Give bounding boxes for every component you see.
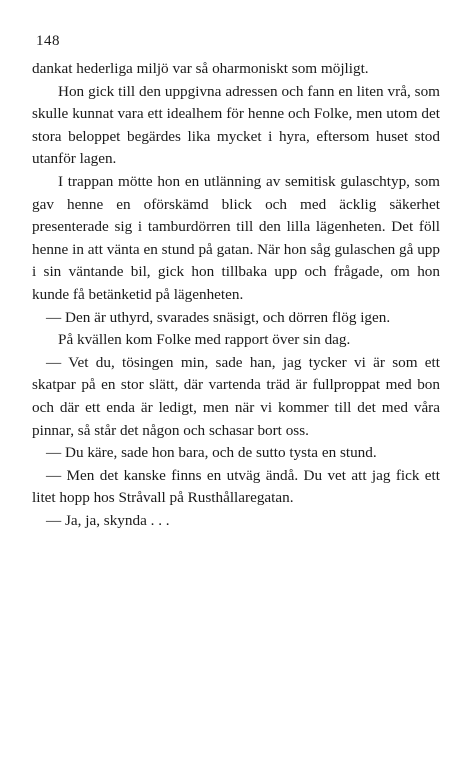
paragraph: dankat hederliga miljö var så oharmoniskt som möjligt. [32, 60, 369, 77]
paragraph: I trappan mötte hon en utlänning av semitisk gulaschtyp, som gav henne en oförskämd blick och med äcklig säkerhet presenterade sig i tamburdörren till den lilla lägenheten. Det föll henne in att vänta en stund på gatan. När hon såg gulaschen gå upp i sin väntande bil, gick hon tillbaka upp och frågade, om hon kunde få betänketid på lägenheten. [32, 172, 440, 303]
book-page [32, 30, 440, 730]
dialogue-line: — Du käre, sade hon bara, och de sutto tysta en stund. [46, 444, 377, 462]
paragraph: På kvällen kom Folke med rapport över sin dag. [58, 331, 351, 349]
dialogue-line: — Den är uthyrd, svarades snäsigt, och dörren flög igen. [46, 308, 391, 326]
dialogue-line: — Ja, ja, skynda . . . [46, 511, 170, 529]
dialogue-line: — Vet du, tösingen min, sade han, jag tycker vi är som ett skatpar på en stor slätt, där vartenda träd är fullproppat med bon och där ett enda är ledigt, men när vi kommer till det med våra pinnar, så står det någon och schasar bort oss. [32, 353, 440, 439]
dialogue-line: — Men det kanske finns en utväg ändå. Du vet att jag fick ett litet hopp hos Stråvall på Rusthållaregatan. [32, 466, 440, 507]
page-number: 148 [36, 33, 60, 49]
paragraph: Hon gick till den uppgivna adressen och fann en liten vrå, som skulle kunnat vara ett idealhem för henne och Folke, men utom det stora beloppet begärdes lika mycket i hyra, eftersom huset stod utanför lagen. [32, 82, 440, 168]
body-text [32, 58, 440, 532]
